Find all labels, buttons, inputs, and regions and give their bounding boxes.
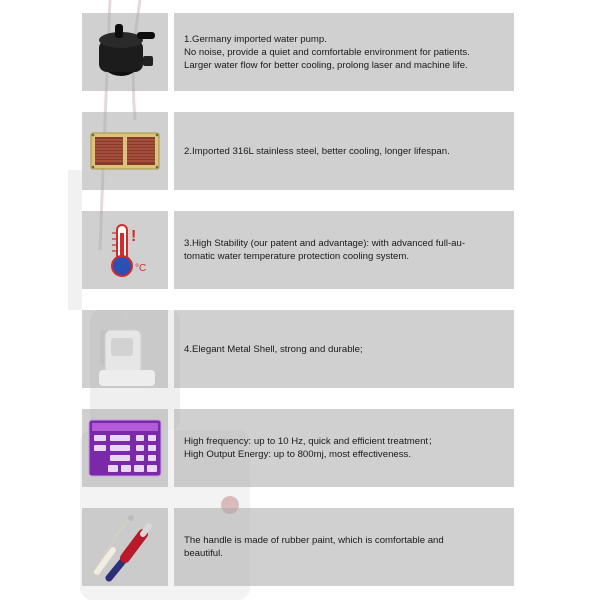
thermometer-thumbnail — [82, 211, 168, 289]
feature-line: 3.High Stability (our patent and advantage): with advanced full-au- — [184, 238, 466, 249]
feature-line: beautiful. — [184, 548, 223, 559]
feature-line: 1.Germany imported water pump. — [184, 33, 327, 45]
handpiece-icon — [87, 512, 163, 582]
feature-text-frequency-energy — [174, 409, 514, 487]
feature-line: tomatic water temperature protection cooling system. — [184, 251, 410, 262]
water-pump-thumbnail — [82, 13, 168, 91]
feature-line: Larger water flow for better cooling, prolong laser and machine life. — [184, 59, 468, 71]
feature-row-frequency-energy — [82, 409, 514, 487]
water-pump-icon — [89, 22, 161, 82]
touch-screen-icon — [88, 419, 162, 477]
feature-line: The handle is made of rubber paint, which is comfortable and — [184, 535, 444, 546]
feature-row-high-stability — [82, 211, 514, 289]
radiator-icon — [89, 129, 161, 173]
feature-text-high-stability — [174, 211, 514, 289]
feature-row-stainless-steel — [82, 112, 514, 190]
svg-text:!: ! — [131, 228, 137, 245]
feature-row-handle — [82, 508, 514, 586]
thermometer-icon — [95, 219, 155, 281]
feature-line: No noise, provide a quiet and comfortable environment for patients. — [184, 46, 470, 58]
feature-text-stainless-steel — [174, 112, 514, 190]
metal-shell-thumbnail — [82, 310, 168, 388]
feature-line: 4.Elegant Metal Shell, strong and durable; — [184, 343, 363, 355]
celsius-label: °C — [135, 263, 147, 274]
feature-text-handle — [174, 508, 514, 586]
feature-row-water-pump — [82, 13, 514, 91]
metal-shell-icon — [85, 312, 165, 386]
feature-text-metal-shell — [174, 310, 514, 388]
touch-screen-thumbnail — [82, 409, 168, 487]
feature-line: 2.Imported 316L stainless steel, better cooling, longer lifespan. — [184, 145, 450, 157]
feature-row-metal-shell — [82, 310, 514, 388]
feature-line: High frequency: up to 10 Hz, quick and efficient treatment； — [184, 436, 438, 447]
radiator-thumbnail — [82, 112, 168, 190]
feature-line: High Output Energy: up to 800mj, most effectiveness. — [184, 449, 411, 460]
handpiece-thumbnail — [82, 508, 168, 586]
feature-text-water-pump — [174, 13, 514, 91]
